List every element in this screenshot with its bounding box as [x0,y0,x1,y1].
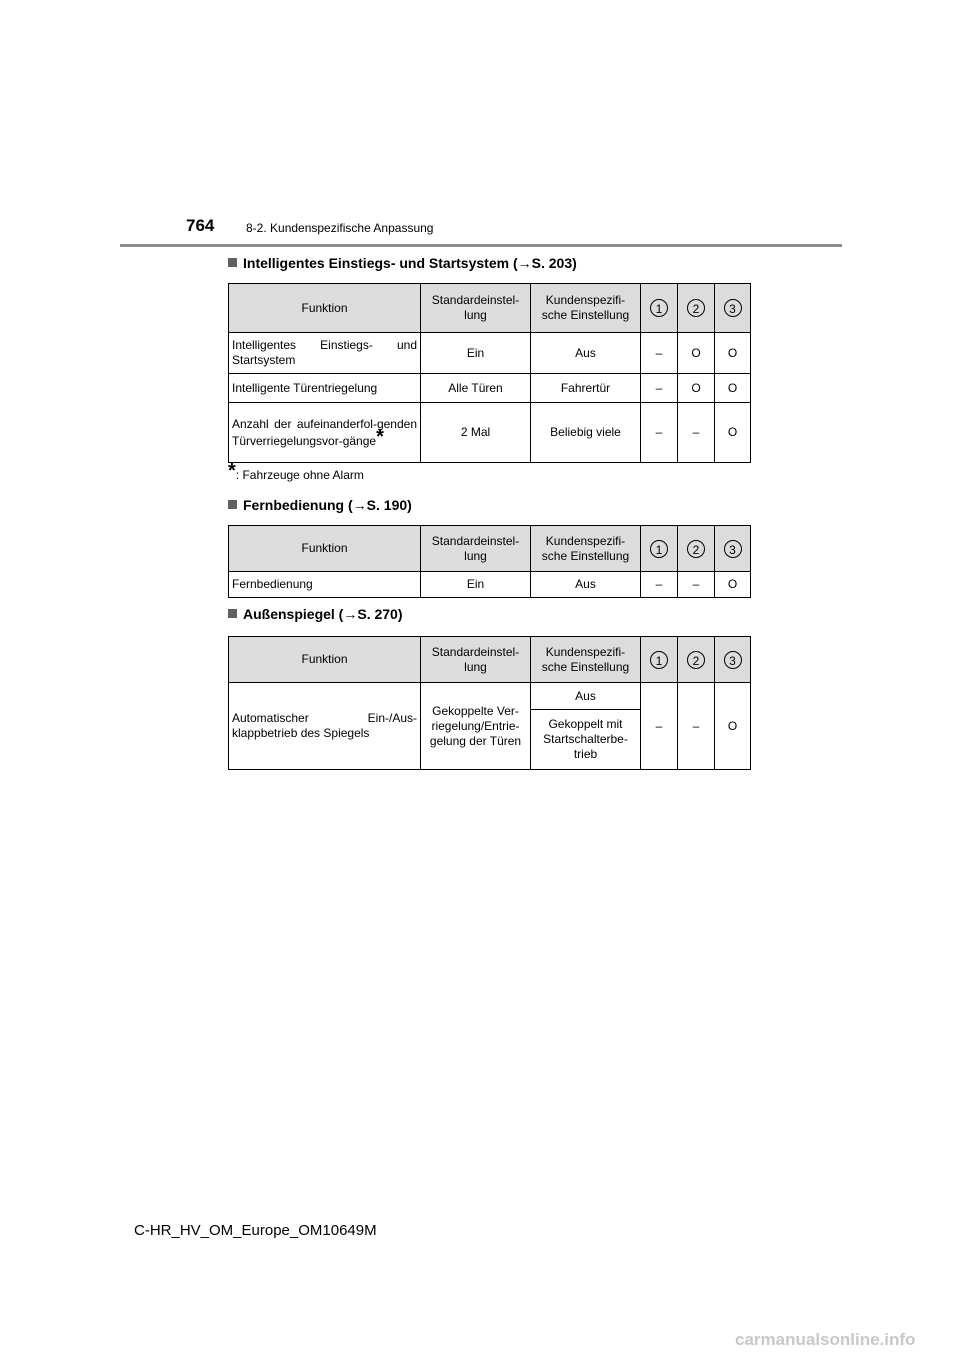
cell-standard: Ein [421,333,531,374]
table-row [229,572,751,598]
circled-three-icon: 3 [724,651,742,669]
col-standard: Standardeinstel-lung [421,284,531,333]
col-3 [715,284,751,333]
circled-two-icon: 2 [687,299,705,317]
page-number: 764 [186,216,215,235]
cell-2: – [678,683,715,770]
cell-funktion-text: Anzahl der aufeinanderfol-genden Türverriegelungsvor-gänge [232,416,417,448]
col-custom: Kundenspezifi-sche Einstellung [531,526,641,572]
col-2 [678,526,715,572]
col-standard: Standardeinstel-lung [421,637,531,683]
circled-three-icon: 3 [724,540,742,558]
table-row [229,333,751,374]
table-header-row [229,284,751,333]
heading-ref-link[interactable]: S. 203) [531,255,577,271]
table-remote [228,525,751,598]
circled-one-icon: 1 [650,651,668,669]
col-funktion: Funktion [229,637,421,683]
arrow-icon: → [517,255,532,271]
cell-1: – [641,374,678,403]
cell-2: O [678,374,715,403]
table-header-row [229,526,751,572]
cell-funktion: Intelligente Türentriegelung [229,374,421,403]
table-row [229,403,751,463]
cell-standard: Alle Türen [421,374,531,403]
col-custom: Kundenspezifi-sche Einstellung [531,637,641,683]
cell-1: – [641,403,678,463]
circled-one-icon: 1 [650,540,668,558]
footnote-star: * [376,425,384,448]
col-2 [678,284,715,333]
cell-2: – [678,403,715,463]
col-funktion: Funktion [229,284,421,333]
col-custom: Kundenspezifi-sche Einstellung [531,284,641,333]
cell-3: O [715,572,751,598]
footnote-text: : Fahrzeuge ohne Alarm [235,468,364,482]
arrow-icon: → [343,606,358,622]
cell-2: – [678,572,715,598]
watermark: carmanualsonline.info [735,1330,916,1349]
cell-1: – [641,572,678,598]
heading-smart-entry [228,255,577,271]
cell-standard: Ein [421,572,531,598]
table-row [229,683,751,710]
cell-2: O [678,333,715,374]
footnote [228,460,364,482]
circled-one-icon: 1 [650,299,668,317]
cell-standard: 2 Mal [421,403,531,463]
heading-mirrors [228,606,403,622]
bullet-icon [228,500,237,509]
col-3 [715,637,751,683]
section-title: 8-2. Kundenspezifische Anpassung [246,221,434,235]
heading-text: Intelligentes Einstiegs- und Startsystem ( [243,255,518,271]
col-funktion: Funktion [229,526,421,572]
bullet-icon [228,609,237,618]
header-rule [120,244,842,247]
heading-ref-link[interactable]: S. 270) [357,606,403,622]
cell-standard: Gekoppelte Ver-riegelung/Entrie-gelung der Türen [421,683,531,770]
cell-custom-option: Aus [531,683,641,710]
circled-three-icon: 3 [724,299,742,317]
col-3 [715,526,751,572]
heading-remote [228,497,412,513]
cell-3: O [715,683,751,770]
table-header-row [229,637,751,683]
circled-two-icon: 2 [687,540,705,558]
footnote-star: * [228,460,236,482]
col-2 [678,637,715,683]
table-mirrors [228,636,751,770]
cell-1: – [641,333,678,374]
document-code: C-HR_HV_OM_Europe_OM10649M [134,1222,377,1239]
cell-custom: Aus [531,333,641,374]
cell-funktion: Intelligentes Einstiegs- und Startsystem [229,333,421,374]
cell-funktion: Fernbedienung [229,572,421,598]
cell-funktion: Automatischer Ein-/Aus-klappbetrieb des Spiegels [229,683,421,770]
col-standard: Standardeinstel-lung [421,526,531,572]
cell-1: – [641,683,678,770]
cell-3: O [715,333,751,374]
cell-3: O [715,374,751,403]
arrow-icon: → [352,497,367,513]
heading-ref-link[interactable]: S. 190) [366,497,412,513]
circled-two-icon: 2 [687,651,705,669]
cell-3: O [715,403,751,463]
table-row [229,374,751,403]
cell-custom-option: Gekoppelt mit Startschalterbe-trieb [531,710,641,770]
cell-funktion [229,403,421,463]
col-1 [641,637,678,683]
cell-custom: Fahrertür [531,374,641,403]
cell-custom: Beliebig viele [531,403,641,463]
cell-custom: Aus [531,572,641,598]
heading-text: Außenspiegel ( [243,606,344,622]
heading-text: Fernbedienung ( [243,497,353,513]
col-1 [641,526,678,572]
col-1 [641,284,678,333]
table-smart-entry [228,283,751,463]
bullet-icon [228,258,237,267]
